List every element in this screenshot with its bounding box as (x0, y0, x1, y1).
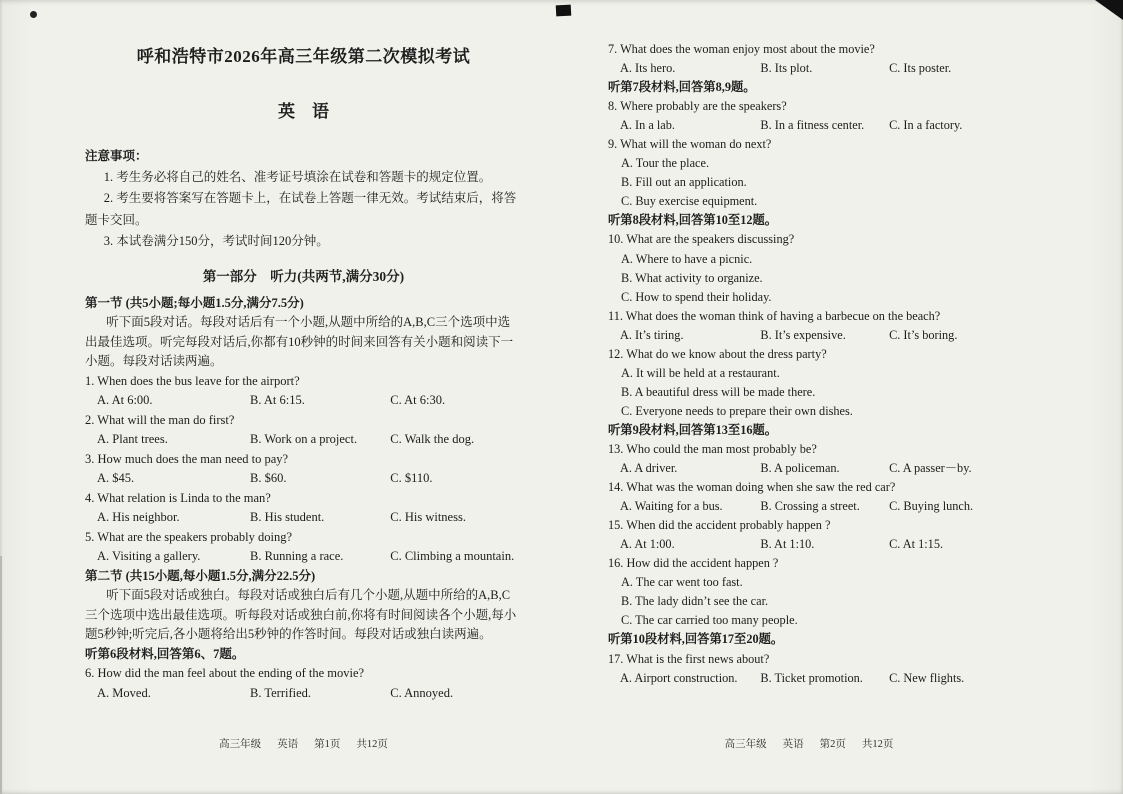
options (608, 364, 1010, 421)
option: C. Everyone needs to prepare their own dishes. (621, 403, 853, 418)
question-text: 3. How much does the man need to pay? (85, 451, 289, 466)
option: C. At 1:15. (889, 537, 944, 552)
notice-section (85, 147, 522, 253)
options (608, 669, 1010, 688)
option: B. Its plot. (760, 61, 813, 76)
instructions-paragraph: 听下面5段对话。每段对话后有一个小题,从题中所给的A,B,C三个选项中选出最佳选项。听完每段对话后,你都有10秒钟的时间来回答有关小题和阅读下一小题。每段对话读两遍。 (85, 315, 514, 369)
footer-part: 第2页 (819, 739, 846, 750)
option: A. Its hero. (620, 61, 676, 76)
options (608, 535, 1010, 554)
option: B. A policeman. (760, 461, 840, 476)
option: A. The car went too fast. (621, 575, 743, 590)
question-text: 1. When does the bus leave for the airport? (85, 373, 300, 388)
option: B. $60. (250, 471, 287, 486)
question (85, 664, 522, 703)
page-1-body (85, 266, 522, 704)
options (85, 547, 522, 567)
option: B. Crossing a street. (760, 499, 860, 514)
option: C. $110. (390, 471, 433, 486)
question-text: 12. What do we know about the dress party? (608, 346, 827, 361)
option: A. Airport construction. (620, 670, 738, 685)
page-2-footer (608, 736, 1010, 751)
notice-heading: 注意事项： (85, 149, 148, 164)
option: B. At 1:10. (760, 537, 815, 552)
option: A. Where to have a picnic. (621, 251, 753, 266)
option: C. At 6:30. (390, 393, 446, 408)
option: A. Tour the place. (621, 156, 710, 171)
option: A. His neighbor. (97, 510, 180, 525)
subsection-heading: 第一节 (共5小题;每小题1.5分,满分7.5分) (85, 295, 304, 310)
page-1 (85, 36, 522, 703)
question (85, 528, 522, 567)
footer-part: 英语 (277, 739, 299, 750)
options (608, 250, 1010, 307)
material-heading: 听第10段材料,回答第17至20题。 (608, 632, 784, 647)
option: B. Fill out an application. (621, 175, 747, 190)
page-2 (608, 30, 1010, 688)
scan-mark (30, 11, 37, 18)
question (608, 40, 1010, 78)
question (85, 411, 522, 450)
option: C. Its poster. (889, 61, 952, 76)
question (85, 489, 522, 528)
notice-item: 3. 本试卷满分150分，考试时间120分钟。 (103, 234, 329, 249)
question (85, 450, 522, 489)
option: B. At 6:15. (250, 393, 305, 408)
options (85, 508, 522, 528)
option: A. At 6:00. (97, 393, 153, 408)
option: B. Running a race. (250, 549, 344, 564)
scan-edge-streak (0, 556, 2, 794)
question-text: 7. What does the woman enjoy most about the movie? (608, 42, 875, 56)
question (608, 478, 1010, 516)
instructions-paragraph: 听下面5段对话或独白。每段对话或独白后有几个小题,从题中所给的A,B,C三个选项中选出最佳选项。听每段对话或独白前,你将有时间阅读各个小题,每小题5秒钟;听完后,各小题将给出5秒钟的作答时间。每段对话或独白读两遍。 (85, 588, 517, 642)
question-text: 11. What does the woman think of having a barbecue on the beach? (608, 308, 941, 323)
option: A. $45. (97, 471, 135, 486)
question (85, 372, 522, 411)
question-text: 14. What was the woman doing when she saw the red car? (608, 480, 896, 495)
option: C. Climbing a mountain. (390, 549, 515, 564)
options (608, 573, 1010, 630)
notice-item: 2. 考生要将答案写在答题卡上，在试卷上答题一律无效。考试结束后，将答题卡交回。 (85, 191, 517, 227)
options (608, 459, 1010, 478)
option: B. Terrified. (250, 685, 312, 700)
option: B. A beautiful dress will be made there. (621, 384, 816, 399)
question-text: 5. What are the speakers probably doing? (85, 529, 292, 544)
options (608, 326, 1010, 345)
question-text: 16. How did the accident happen ? (608, 556, 779, 571)
question-text: 15. When did the accident probably happen ? (608, 518, 831, 533)
option: B. In a fitness center. (760, 118, 865, 133)
option: B. What activity to organize. (621, 270, 763, 285)
question-text: 17. What is the first news about? (608, 651, 770, 666)
options (85, 391, 522, 411)
option: A. Waiting for a bus. (620, 499, 723, 514)
option: C. New flights. (889, 670, 965, 685)
material-heading: 听第6段材料,回答第6、7题。 (85, 646, 245, 661)
question (608, 440, 1010, 478)
option: C. Walk the dog. (390, 432, 475, 447)
notice-list (85, 167, 522, 253)
footer-part: 共12页 (356, 739, 388, 750)
material-heading: 听第7段材料,回答第8,9题。 (608, 80, 756, 95)
subject-title: 英 语 (278, 101, 329, 121)
section-heading: 第一部分 听力(共两节,满分30分) (202, 268, 405, 284)
question-text: 2. What will the man do first? (85, 412, 235, 427)
options (608, 154, 1010, 211)
options (85, 430, 522, 450)
exam-title: 呼和浩特市2026年高三年级第二次模拟考试 (136, 47, 471, 66)
option: A. Visiting a gallery. (97, 549, 201, 564)
option: B. Work on a project. (250, 432, 358, 447)
option: C. The car carried too many people. (621, 613, 798, 628)
option: C. Buy exercise equipment. (621, 194, 758, 209)
options (85, 469, 522, 489)
option: B. His student. (250, 510, 325, 525)
scan-mark (1095, 0, 1123, 20)
page-1-footer (85, 736, 522, 751)
question (608, 554, 1010, 630)
question (608, 97, 1010, 135)
option: B. Ticket promotion. (760, 670, 863, 685)
option: A. A driver. (620, 461, 678, 476)
question (608, 516, 1010, 554)
question-text: 8. Where probably are the speakers? (608, 99, 787, 114)
material-heading: 听第9段材料,回答第13至16题。 (608, 422, 778, 437)
question (608, 345, 1010, 421)
question-text: 13. Who could the man most probably be? (608, 441, 817, 456)
material-heading: 听第8段材料,回答第10至12题。 (608, 213, 778, 228)
option: C. In a factory. (889, 118, 963, 133)
option: A. At 1:00. (620, 537, 675, 552)
footer-part: 高三年级 (219, 739, 262, 750)
footer-part: 英语 (782, 739, 804, 750)
question-text: 6. How did the man feel about the ending of the movie? (85, 666, 365, 681)
footer-part: 第1页 (314, 739, 341, 750)
question (608, 650, 1010, 688)
option: B. The lady didn’t see the car. (621, 594, 769, 609)
option: A. In a lab. (620, 118, 675, 133)
options (608, 116, 1010, 135)
option: C. Buying lunch. (889, 499, 974, 514)
option: A. Moved. (97, 685, 151, 700)
option: A. It will be held at a restaurant. (621, 365, 780, 380)
question (608, 307, 1010, 345)
option: A. It’s tiring. (620, 327, 684, 342)
option: C. How to spend their holiday. (621, 289, 772, 304)
option: B. It’s expensive. (760, 327, 846, 342)
option: C. Annoyed. (390, 685, 454, 700)
notice-item: 1. 考生务必将自己的姓名、准考证号填涂在试卷和答题卡的规定位置。 (103, 169, 492, 184)
page-2-body (608, 40, 1010, 688)
question (608, 135, 1010, 211)
options (608, 497, 1010, 516)
option: C. A passer－by. (889, 461, 972, 476)
options (608, 59, 1010, 78)
question-text: 9. What will the woman do next? (608, 137, 772, 152)
option: C. His witness. (390, 510, 466, 525)
question-text: 4. What relation is Linda to the man? (85, 490, 271, 505)
question (608, 230, 1010, 306)
options (85, 684, 522, 704)
scan-mark (556, 5, 572, 17)
footer-part: 高三年级 (724, 739, 767, 750)
question-text: 10. What are the speakers discussing? (608, 232, 795, 247)
option: A. Plant trees. (97, 432, 168, 447)
option: C. It’s boring. (889, 327, 958, 342)
subsection-heading: 第二节 (共15小题,每小题1.5分,满分22.5分) (85, 568, 316, 583)
footer-part: 共12页 (861, 739, 894, 750)
